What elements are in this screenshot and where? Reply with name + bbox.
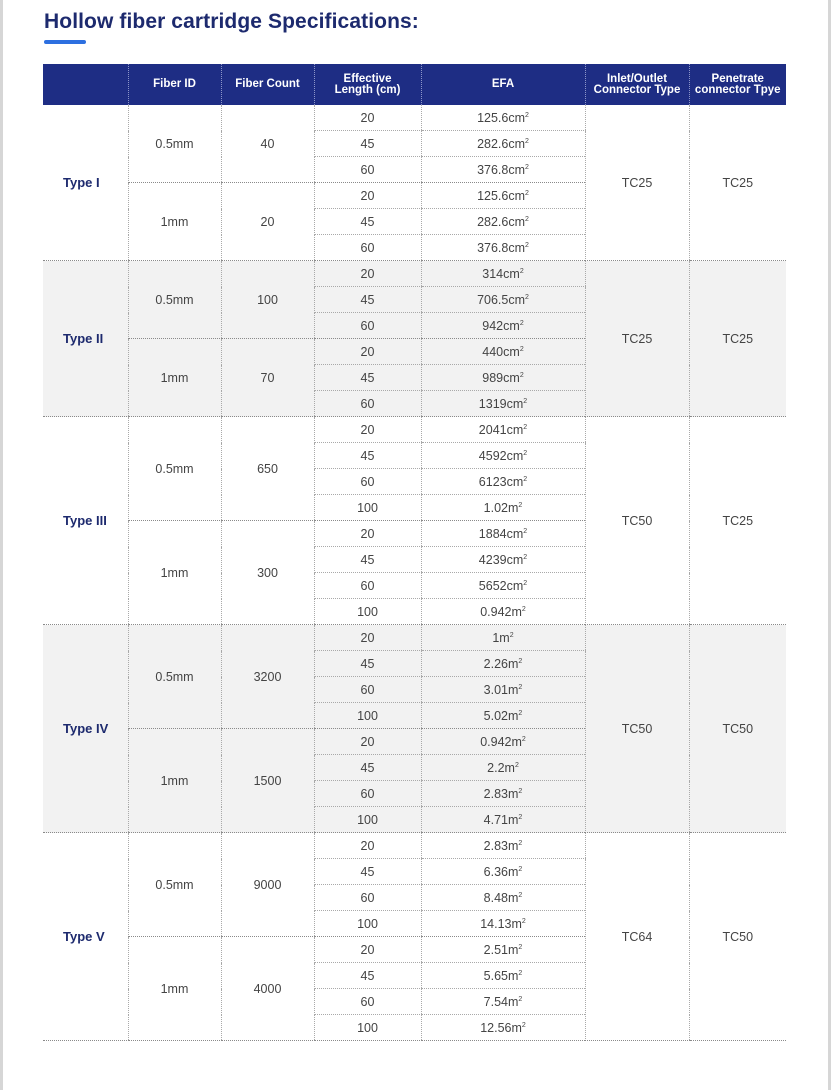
type-label: Type II	[43, 261, 128, 417]
efa-value: 4.71m	[483, 812, 519, 827]
efa-value: 12.56m	[480, 1020, 522, 1035]
effective-length-cell: 45	[314, 859, 421, 885]
efa-cell	[421, 651, 585, 677]
efa-exponent: 2	[525, 293, 529, 301]
efa-exponent: 2	[519, 371, 524, 379]
type-group	[43, 261, 786, 417]
inlet-outlet-connector-cell: TC50	[585, 417, 689, 625]
efa-cell	[421, 547, 585, 573]
efa-value: 440cm	[482, 344, 520, 359]
header-type	[43, 64, 128, 105]
efa-cell	[421, 157, 585, 183]
fiber-id-cell: 1mm	[128, 339, 221, 417]
efa-value: 2.2m	[487, 760, 515, 775]
efa-cell	[421, 183, 585, 209]
efa-cell	[421, 807, 585, 833]
type-label: Type IV	[43, 625, 128, 833]
effective-length-cell: 20	[314, 183, 421, 209]
efa-cell	[421, 313, 585, 339]
efa-exponent: 2	[519, 267, 524, 275]
effective-length-cell: 20	[314, 261, 421, 287]
effective-length-cell: 20	[314, 937, 421, 963]
effective-length-cell: 45	[314, 131, 421, 157]
header-effective-length	[314, 64, 421, 105]
efa-exponent: 2	[525, 241, 529, 249]
effective-length-cell: 45	[314, 963, 421, 989]
efa-cell	[421, 885, 585, 911]
efa-value: 282.6cm	[477, 214, 526, 229]
header-inlet-outlet	[585, 64, 689, 105]
effective-length-cell: 45	[314, 443, 421, 469]
fiber-count-cell: 300	[221, 521, 314, 625]
efa-exponent: 2	[518, 891, 523, 899]
efa-cell	[421, 235, 585, 261]
type-label: Type I	[43, 105, 128, 261]
type-group	[43, 417, 786, 625]
efa-value: 5.02m	[483, 708, 519, 723]
efa-value: 125.6cm	[477, 188, 526, 203]
left-page-border	[0, 0, 3, 1090]
effective-length-cell: 60	[314, 235, 421, 261]
efa-exponent: 2	[521, 917, 526, 925]
efa-cell	[421, 261, 585, 287]
effective-length-cell: 20	[314, 417, 421, 443]
fiber-id-cell: 0.5mm	[128, 833, 221, 937]
efa-cell	[421, 1015, 585, 1041]
efa-cell	[421, 365, 585, 391]
efa-value: 4592cm	[478, 448, 524, 463]
efa-exponent: 2	[523, 423, 528, 431]
efa-exponent: 2	[518, 787, 523, 795]
title-underline	[44, 40, 86, 44]
inlet-outlet-connector-cell: TC50	[585, 625, 689, 833]
efa-cell	[421, 495, 585, 521]
effective-length-cell: 45	[314, 209, 421, 235]
efa-cell	[421, 911, 585, 937]
penetrate-connector-cell: TC25	[689, 417, 786, 625]
efa-exponent: 2	[518, 995, 523, 1003]
efa-cell	[421, 599, 585, 625]
header-effective-length-line1: Effective	[343, 72, 392, 85]
efa-value: 314cm	[482, 266, 520, 281]
efa-exponent: 2	[523, 527, 528, 535]
efa-exponent: 2	[519, 319, 524, 327]
efa-exponent: 2	[518, 683, 523, 691]
header-penetrate-line2: connector Tpye	[694, 83, 781, 96]
inlet-outlet-connector-cell: TC25	[585, 105, 689, 261]
effective-length-cell: 100	[314, 911, 421, 937]
effective-length-cell: 60	[314, 885, 421, 911]
table-row	[43, 261, 786, 287]
effective-length-cell: 20	[314, 729, 421, 755]
efa-value: 1884cm	[478, 526, 524, 541]
efa-value: 0.942m	[480, 734, 522, 749]
efa-value: 376.8cm	[477, 162, 526, 177]
effective-length-cell: 100	[314, 599, 421, 625]
efa-cell	[421, 469, 585, 495]
efa-exponent: 2	[518, 813, 523, 821]
efa-exponent: 2	[523, 553, 528, 561]
efa-cell	[421, 781, 585, 807]
efa-exponent: 2	[523, 579, 528, 587]
efa-exponent: 2	[525, 163, 529, 171]
efa-exponent: 2	[521, 605, 526, 613]
efa-cell	[421, 209, 585, 235]
header-fiber-id: Fiber ID	[128, 64, 221, 105]
efa-cell	[421, 131, 585, 157]
efa-cell	[421, 521, 585, 547]
table-header	[43, 64, 786, 105]
fiber-count-cell: 4000	[221, 937, 314, 1041]
effective-length-cell: 60	[314, 989, 421, 1015]
efa-value: 2041cm	[478, 422, 524, 437]
efa-cell	[421, 287, 585, 313]
effective-length-cell: 60	[314, 573, 421, 599]
type-group	[43, 833, 786, 1041]
efa-cell	[421, 833, 585, 859]
efa-cell	[421, 755, 585, 781]
efa-cell	[421, 703, 585, 729]
efa-value: 125.6cm	[477, 110, 526, 125]
efa-value: 5.65m	[483, 968, 519, 983]
effective-length-cell: 100	[314, 1015, 421, 1041]
type-label: Type III	[43, 417, 128, 625]
header-efa: EFA	[421, 64, 585, 105]
inlet-outlet-connector-cell: TC25	[585, 261, 689, 417]
efa-value: 1319cm	[478, 396, 524, 411]
efa-value: 1m	[492, 630, 510, 645]
effective-length-cell: 45	[314, 365, 421, 391]
efa-exponent: 2	[523, 475, 528, 483]
fiber-count-cell: 1500	[221, 729, 314, 833]
penetrate-connector-cell: TC50	[689, 625, 786, 833]
efa-value: 706.5cm	[477, 292, 526, 307]
header-row	[43, 64, 786, 105]
effective-length-cell: 20	[314, 833, 421, 859]
efa-cell	[421, 625, 585, 651]
effective-length-cell: 20	[314, 339, 421, 365]
efa-value: 3.01m	[483, 682, 519, 697]
effective-length-cell: 45	[314, 651, 421, 677]
fiber-count-cell: 70	[221, 339, 314, 417]
header-effective-length-line2: Length (cm)	[334, 83, 401, 96]
fiber-count-cell: 650	[221, 417, 314, 521]
efa-value: 2.83m	[483, 838, 519, 853]
type-group	[43, 105, 786, 261]
efa-exponent: 2	[521, 1021, 526, 1029]
fiber-count-cell: 40	[221, 105, 314, 183]
fiber-id-cell: 1mm	[128, 937, 221, 1041]
fiber-id-cell: 0.5mm	[128, 417, 221, 521]
header-fiber-count: Fiber Count	[221, 64, 314, 105]
efa-cell	[421, 339, 585, 365]
efa-cell	[421, 937, 585, 963]
efa-cell	[421, 677, 585, 703]
efa-cell	[421, 391, 585, 417]
efa-cell	[421, 989, 585, 1015]
effective-length-cell: 45	[314, 287, 421, 313]
efa-exponent: 2	[518, 865, 523, 873]
effective-length-cell: 45	[314, 547, 421, 573]
efa-cell	[421, 729, 585, 755]
efa-value: 376.8cm	[477, 240, 526, 255]
table-row	[43, 105, 786, 131]
efa-value: 0.942m	[480, 604, 522, 619]
fiber-count-cell: 100	[221, 261, 314, 339]
penetrate-connector-cell: TC25	[689, 105, 786, 261]
fiber-id-cell: 1mm	[128, 729, 221, 833]
efa-value: 6.36m	[483, 864, 519, 879]
efa-exponent: 2	[523, 397, 528, 405]
efa-value: 2.26m	[483, 656, 519, 671]
specifications-table	[43, 64, 786, 1041]
efa-value: 2.83m	[483, 786, 519, 801]
fiber-count-cell: 9000	[221, 833, 314, 937]
fiber-id-cell: 0.5mm	[128, 625, 221, 729]
efa-value: 989cm	[482, 370, 520, 385]
effective-length-cell: 60	[314, 313, 421, 339]
effective-length-cell: 100	[314, 495, 421, 521]
efa-exponent: 2	[525, 215, 529, 223]
efa-exponent: 2	[514, 761, 519, 769]
effective-length-cell: 60	[314, 157, 421, 183]
efa-cell	[421, 963, 585, 989]
efa-cell	[421, 573, 585, 599]
fiber-count-cell: 20	[221, 183, 314, 261]
header-penetrate-line1: Penetrate	[711, 72, 764, 85]
efa-exponent: 2	[518, 839, 523, 847]
efa-value: 1.02m	[483, 500, 519, 515]
effective-length-cell: 20	[314, 105, 421, 131]
effective-length-cell: 20	[314, 625, 421, 651]
efa-exponent: 2	[518, 501, 523, 509]
efa-value: 6123cm	[478, 474, 524, 489]
effective-length-cell: 60	[314, 391, 421, 417]
effective-length-cell: 60	[314, 469, 421, 495]
efa-exponent: 2	[525, 189, 529, 197]
efa-exponent: 2	[521, 735, 526, 743]
efa-value: 4239cm	[478, 552, 524, 567]
fiber-count-cell: 3200	[221, 625, 314, 729]
efa-cell	[421, 443, 585, 469]
efa-exponent: 2	[518, 657, 523, 665]
efa-exponent: 2	[525, 111, 529, 119]
header-inlet-outlet-line1: Inlet/Outlet	[606, 72, 668, 85]
efa-value: 8.48m	[483, 890, 519, 905]
fiber-id-cell: 1mm	[128, 183, 221, 261]
header-inlet-outlet-line2: Connector Type	[593, 83, 681, 96]
table-row	[43, 625, 786, 651]
effective-length-cell: 100	[314, 703, 421, 729]
fiber-id-cell: 0.5mm	[128, 261, 221, 339]
efa-exponent: 2	[525, 137, 529, 145]
effective-length-cell: 60	[314, 677, 421, 703]
efa-exponent: 2	[518, 943, 523, 951]
efa-cell	[421, 417, 585, 443]
table-row	[43, 417, 786, 443]
type-group	[43, 625, 786, 833]
effective-length-cell: 60	[314, 781, 421, 807]
efa-value: 2.51m	[483, 942, 519, 957]
effective-length-cell: 100	[314, 807, 421, 833]
effective-length-cell: 45	[314, 755, 421, 781]
efa-value: 5652cm	[478, 578, 524, 593]
efa-value: 14.13m	[480, 916, 522, 931]
page-title: Hollow fiber cartridge Specifications:	[44, 10, 419, 33]
efa-exponent: 2	[523, 449, 528, 457]
efa-value: 7.54m	[483, 994, 519, 1009]
penetrate-connector-cell: TC50	[689, 833, 786, 1041]
penetrate-connector-cell: TC25	[689, 261, 786, 417]
efa-exponent: 2	[518, 969, 523, 977]
table-row	[43, 833, 786, 859]
efa-exponent: 2	[519, 345, 524, 353]
fiber-id-cell: 1mm	[128, 521, 221, 625]
efa-exponent: 2	[509, 631, 514, 639]
fiber-id-cell: 0.5mm	[128, 105, 221, 183]
efa-value: 942cm	[482, 318, 520, 333]
efa-cell	[421, 105, 585, 131]
header-penetrate	[689, 64, 786, 105]
type-label: Type V	[43, 833, 128, 1041]
efa-value: 282.6cm	[477, 136, 526, 151]
effective-length-cell: 20	[314, 521, 421, 547]
efa-exponent: 2	[518, 709, 523, 717]
efa-cell	[421, 859, 585, 885]
inlet-outlet-connector-cell: TC64	[585, 833, 689, 1041]
